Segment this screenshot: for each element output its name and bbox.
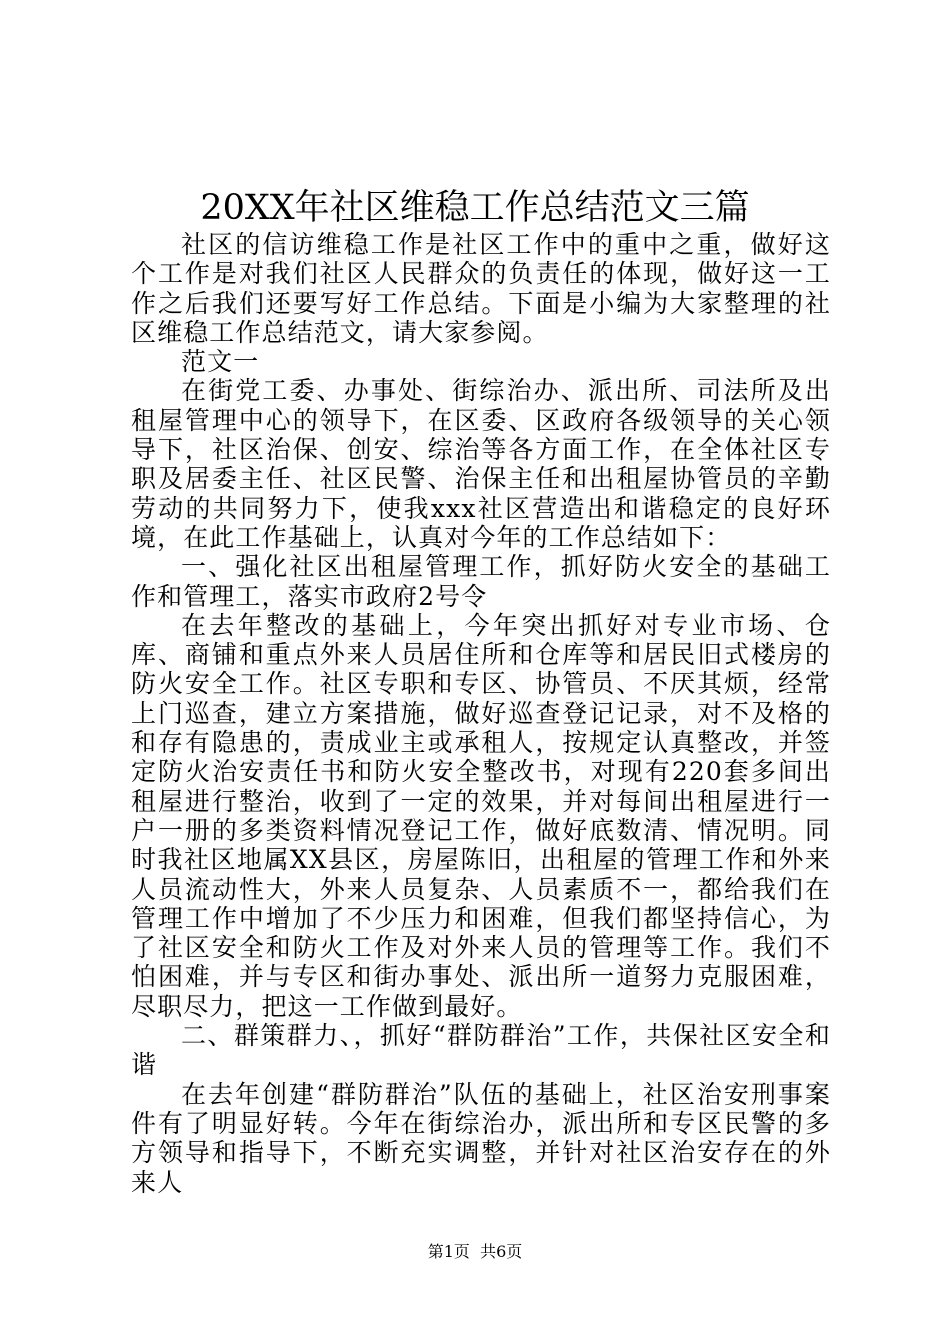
paragraph-section-one-heading: 一、强化社区出租屋管理工作，抓好防火安全的基础工作和管理工，落实市政府2号令 <box>131 552 831 611</box>
paragraph-context: 在街党工委、办事处、街综治办、派出所、司法所及出租屋管理中心的领导下，在区委、区政府各级领导的关心领导下，社区治保、创安、综治等各方面工作，在全体社区专职及居委主任、社区民警、治保主任和出租屋协管员的辛勤劳动的共同努力下，使我xxx社区营造出和谐稳定的良好环境，在此工作基础上，认真对今年的工作总结如下： <box>131 376 831 552</box>
paragraph-sample-one-heading: 范文一 <box>181 347 260 377</box>
document-body <box>131 230 831 1197</box>
page-number-footer: 第1页 共6页 <box>427 1242 523 1261</box>
paragraph-section-two-body: 在去年创建“群防群治”队伍的基础上，社区治安刑事案件有了明显好转。今年在街综治办，派出所和专区民警的多方领导和指导下，不断充实调整，并针对社区治安存在的外来人 <box>131 1079 831 1197</box>
document-title: 20XX年社区维稳工作总结范文三篇 <box>200 188 750 228</box>
paragraph-section-two-heading: 二、群策群力、，抓好“群防群治”工作，共保社区安全和谐 <box>131 1021 831 1080</box>
paragraph-section-one-body: 在去年整改的基础上，今年突出抓好对专业市场、仓库、商铺和重点外来人员居住所和仓库等和居民旧式楼房的防火安全工作。社区专职和专区、协管员、不厌其烦，经常上门巡查，建立方案措施，做好巡查登记记录，对不及格的和存有隐患的，责成业主或承租人，按规定认真整改，并签定防火治安责任书和防火安全整改书，对现有220套多间出租屋进行整治，收到了一定的效果，并对每间出租屋进行一户一册的多类资料情况登记工作，做好底数清、情况明。同时我社区地属XX县区，房屋陈旧，出租屋的管理工作和外来人员流动性大，外来人员复杂、人员素质不一，都给我们在管理工作中增加了不少压力和困难，但我们都坚持信心，为了社区安全和防火工作及对外来人员的管理等工作。我们不怕困难，并与专区和街办事处、派出所一道努力克服困难，尽职尽力，把这一工作做到最好。 <box>131 610 831 1021</box>
paragraph-intro: 社区的信访维稳工作是社区工作中的重中之重，做好这个工作是对我们社区人民群众的负责任的体现，做好这一工作之后我们还要写好工作总结。下面是小编为大家整理的社区维稳工作总结范文，请大家参阅。 <box>131 230 831 347</box>
